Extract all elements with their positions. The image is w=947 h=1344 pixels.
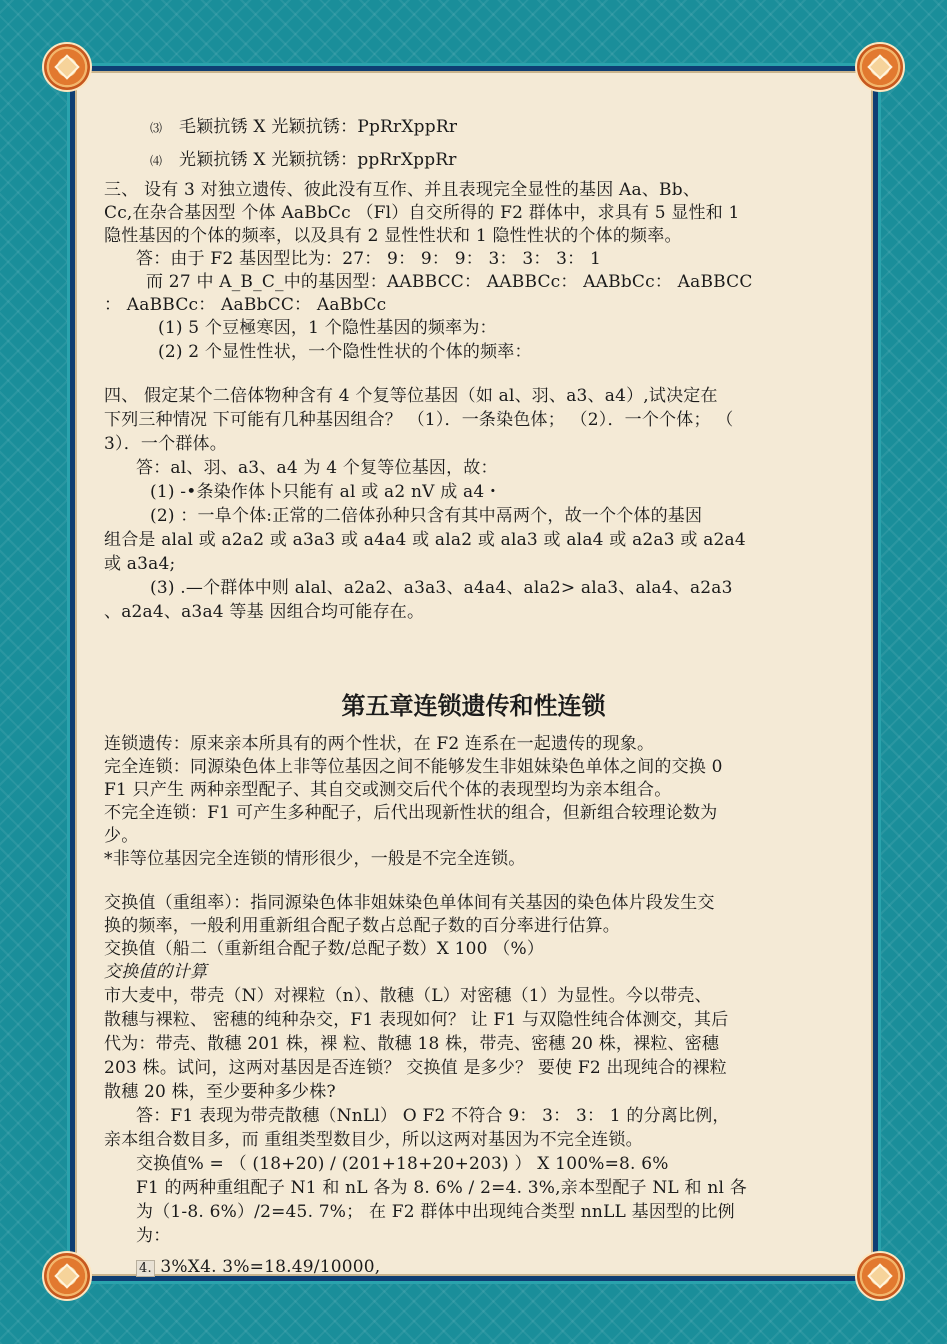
q3-answer-line: 而 27 中 A_B_C_中的基因型：AABBCC： AABBCc： AABbCc： AaBBCC	[146, 272, 753, 292]
q4-line: 3）．一个群体。	[104, 434, 227, 454]
definition-line: *非等位基因完全连锁的情形很少，一般是不完全连锁。	[104, 849, 526, 869]
q3-answer-line: 答：由于 F2 基因型比为：27： 9： 9： 9： 3： 3： 3： 1	[136, 249, 601, 269]
cross-item-4: ⑷ 光颖抗锈 X 光颖抗锈：ppRrXppRr	[150, 150, 457, 170]
text-cursor-mark: 4.	[136, 1260, 155, 1277]
answer-line: 交换值% = （ (18+20) / (201+18+20+203) ） X 100%=8. 6%	[136, 1154, 669, 1174]
answer-line: 亲本组合数目多，而 重组类型数目少，所以这两对基因为不完全连锁。	[104, 1130, 643, 1150]
q4-answer-line: 答：al、羽、a3、a4 为 4 个复等位基因，故：	[136, 458, 498, 478]
problem-line: 代为：带壳、散穗 201 株，裸 粒、散穗 18 株，带壳、密穗 20 株，裸粒、密穗	[104, 1034, 720, 1054]
problem-line: 散穗与裸粒、 密穗的纯种杂交，F1 表现如何？ 让 F1 与双隐性纯合体测交，其后	[104, 1010, 729, 1030]
q4-line: 四、 假定某个二倍体物种含有 4 个复等位基因（如 al、羽、a3、a4）,试决定在	[104, 386, 718, 406]
corner-ornament-icon	[855, 42, 905, 92]
answer-line: 答：F1 表现为带壳散穗（NnLl） O F2 不符合 9： 3： 3： 1 的分离比例，	[136, 1106, 730, 1126]
q3-line: 隐性基因的个体的频率，以及具有 2 显性性状和 1 隐性性状的个体的频率。	[104, 226, 682, 246]
q3-answer-line: (2) 2 个显性性状，一个隐性性状的个体的频率：	[158, 342, 532, 362]
chapter-title: 第五章连锁遗传和性连锁	[341, 691, 606, 720]
q4-answer-line: (3) .—个群体中则 alal、a2a2、a3a3、a4a4、ala2> ala3、ala4、a2a3	[150, 578, 733, 598]
q4-line: 下列三种情况 下可能有几种基因组合？ （1）．一条染色体； （2）．一个个体； （	[104, 410, 734, 430]
cross-item-3: ⑶ 毛颖抗锈 X 光颖抗锈：PpRrXppRr	[150, 117, 458, 137]
answer-line: 为：	[136, 1226, 171, 1246]
result-line: 4. 3%X4. 3%=18.49/10000,	[136, 1257, 380, 1279]
definition-line: 连锁遗传：原来亲本所具有的两个性状，在 F2 连系在一起遗传的现象。	[104, 734, 655, 754]
exchange-line: 换的频率，一般利用重新组合配子数占总配子数的百分率进行估算。	[104, 916, 620, 936]
definition-line: F1 只产生 两种亲型配子、其自交或测交后代个体的表现型均为亲本组合。	[104, 780, 672, 800]
exchange-calc-title: 交换值的计算	[104, 962, 208, 982]
corner-ornament-icon	[42, 1251, 92, 1301]
q3-line: Cc,在杂合基因型 个体 AaBbCc （Fl）自交所得的 F2 群体中，求具有 5 显性和 1	[104, 203, 740, 223]
q4-answer-line: 、a2a4、a3a4 等基 因组合均可能存在。	[104, 602, 425, 622]
corner-ornament-icon	[855, 1251, 905, 1301]
q4-answer-line: 或 a3a4;	[104, 554, 176, 574]
q3-answer-line: (1) 5 个豆極寒因，1 个隐性基因的频率为：	[158, 318, 497, 338]
definition-line: 少。	[104, 826, 139, 846]
q4-answer-line: (1) -•条染作体卜只能有 al 或 a2 nV 成 a4・	[150, 482, 502, 502]
answer-line: 为（1-8. 6%）/2=45. 7%； 在 F2 群体中出现纯合类型 nnLL 基因型的比例	[136, 1202, 735, 1222]
q4-answer-line: (2) ：一阜个体:正常的二倍体孙种只含有其中鬲两个，故一个个体的基因	[150, 506, 703, 526]
q3-line: 三、 设有 3 对独立遗传、彼此没有互作、并且表现完全显性的基因 Aa、Bb、	[104, 180, 701, 200]
definition-line: 不完全连锁：F1 可产生多种配子，后代出现新性状的组合，但新组合较理论数为	[104, 803, 718, 823]
q3-answer-line: ： AaBBCc： AaBbCC： AaBbCc	[104, 295, 387, 315]
definition-line: 完全连锁：同源染色体上非等位基因之间不能够发生非姐妹染色单体之间的交换 0	[104, 757, 723, 777]
corner-ornament-icon	[42, 42, 92, 92]
problem-line: 散穗 20 株，至少要种多少株?	[104, 1082, 336, 1102]
exchange-line: 交换值（船二（重新组合配子数/总配子数）X 100 （%）	[104, 939, 545, 959]
answer-line: F1 的两种重组配子 N1 和 nL 各为 8. 6% / 2=4. 3%,亲本型配子 NL 和 nl 各	[136, 1178, 747, 1198]
q4-answer-line: 组合是 alal 或 a2a2 或 a3a3 或 a4a4 或 ala2 或 ala3 或 ala4 或 a2a3 或 a2a4	[104, 530, 746, 550]
problem-line: 市大麦中，带壳（N）对裸粒（n）、散穗（L）对密穗（1）为显性。今以带壳、	[104, 986, 712, 1006]
exchange-line: 交换值（重组率）：指同源染色体非姐妹染色单体间有关基因的染色体片段发生交	[104, 893, 715, 913]
problem-line: 203 株。试问，这两对基因是否连锁？ 交换值 是多少？ 要使 F2 出现纯合的裸粒	[104, 1058, 727, 1078]
